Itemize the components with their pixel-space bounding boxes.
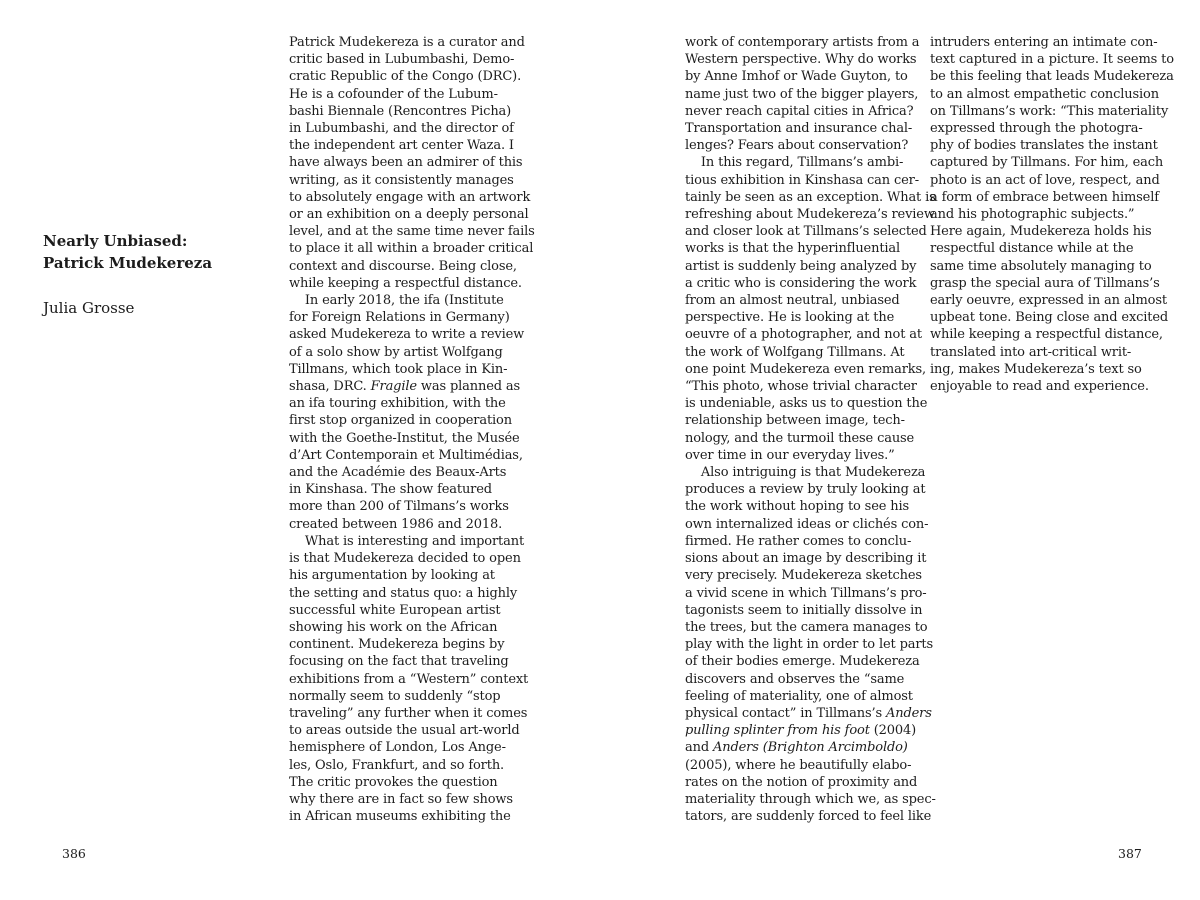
essay-title-line-1: Nearly Unbiased:: [43, 232, 188, 250]
text-column-3: [930, 34, 1174, 395]
paragraph: Also intriguing is that Mudekereza produces a review by truly looking at the work without hoping to see his own internalized ideas or clichés con- firmed. He rather comes to conclu- sions about an image by describing it very precisely. Mudekereza sketches a vivid scene in which Tillmans’s pro- tagonists seem to initially dissolve in the trees, but the camera manages to play with the light in order to let parts of their bodies emerge. Mudekereza discovers and observes the “same feeling of materiality, one of almost physical contact” in Tillmans’s Anders pulling splinter from his foot (2004) and Anders (Brighton Arcimboldo) (2005), where he beautifully elabo- rates on the notion of proximity and materiality through which we, as spec- tators, are suddenly forced to feel like: [685, 465, 936, 825]
page-number-left: 386: [62, 846, 86, 861]
page-number-right: 387: [1118, 846, 1142, 861]
paragraph: Patrick Mudekereza is a curator and critic based in Lubumbashi, Demo- cratic Republic of the Congo (DRC). He is a cofounder of the Lubum- bashi Biennale (Rencontres Picha) in Lubumbashi, and the director of the independent art center Waza. I have always been an admirer of this writing, as it consistently manages to absolutely engage with an artwork or an exhibition on a deeply personal level, and at the same time never fails to place it all within a broader critical context and discourse. Being close, while keeping a respectful distance.: [289, 35, 535, 291]
text-column-2: [685, 34, 936, 825]
paragraph: What is interesting and important is that Mudekereza decided to open his argumentation by looking at the setting and status quo: a highly successful white European artist showing his work on the African continent. Mudekereza begins by focusing on the fact that traveling exhibitions from a “Western” context normally seem to suddenly “stop traveling” any further when it comes to areas outside the usual art-world hemisphere of London, Los Ange- les, Oslo, Frankfurt, and so forth. The critic provokes the question why there are in fact so few shows in African museums exhibiting the: [289, 533, 529, 825]
paragraph: intruders entering an intimate con- text captured in a picture. It seems to be this feeling that leads Mudekereza to an almost empathetic conclusion on Tillmans’s work: “This materiality expressed through the photogra- phy of bodies translates the instant captured by Tillmans. For him, each photo is an act of love, respect, and a form of embrace between himself and his photographic subjects.” Here again, Mudekereza holds his respectful distance while at the same time absolutely managing to grasp the special aura of Tillmans’s early oeuvre, expressed in an almost upbeat tone. Being close and excited while keeping a respectful distance, translated into art-critical writ- ing, makes Mudekereza’s text so enjoyable to read and experience.: [930, 35, 1174, 395]
paragraph: In this regard, Tillmans’s ambi- tious exhibition in Kinshasa can cer- tainly be seen as an exception. What is refreshing about Mudekereza’s review and closer look at Tillmans’s selected works is that the hyperinfluential artist is suddenly being analyzed by a critic who is considering the work from an almost neutral, unbiased perspective. He is looking at the oeuvre of a photographer, and not at the work of Wolfgang Tillmans. At one point Mudekereza even remarks, “This photo, whose trivial character is undeniable, asks us to question the relationship between image, tech- nology, and the turmoil these cause over time in our everyday lives.”: [685, 155, 936, 463]
essay-title: [43, 230, 212, 274]
essay-title-line-2: Patrick Mudekereza: [43, 254, 213, 272]
paragraph: work of contemporary artists from a Western perspective. Why do works by Anne Imhof or Wade Guyton, to name just two of the bigger players, never reach capital cities in Africa? Transportation and insurance chal- lenges? Fears about conservation?: [685, 35, 920, 154]
paragraph: In early 2018, the ifa (Institute for Foreign Relations in Germany) asked Mudekereza to write a review of a solo show by artist Wolfgang Tillmans, which took place in Kin- shasa, DRC. Fragile was planned as an ifa touring exhibition, with the first stop organized in cooperation with the Goethe-Institut, the Musée d’Art Contemporain et Multimédias, and the Académie des Beaux-Arts in Kinshasa. The show featured more than 200 of Tilmans’s works created between 1986 and 2018.: [289, 293, 525, 532]
author-name: Julia Grosse: [43, 299, 135, 317]
text-column-1: [289, 34, 535, 825]
